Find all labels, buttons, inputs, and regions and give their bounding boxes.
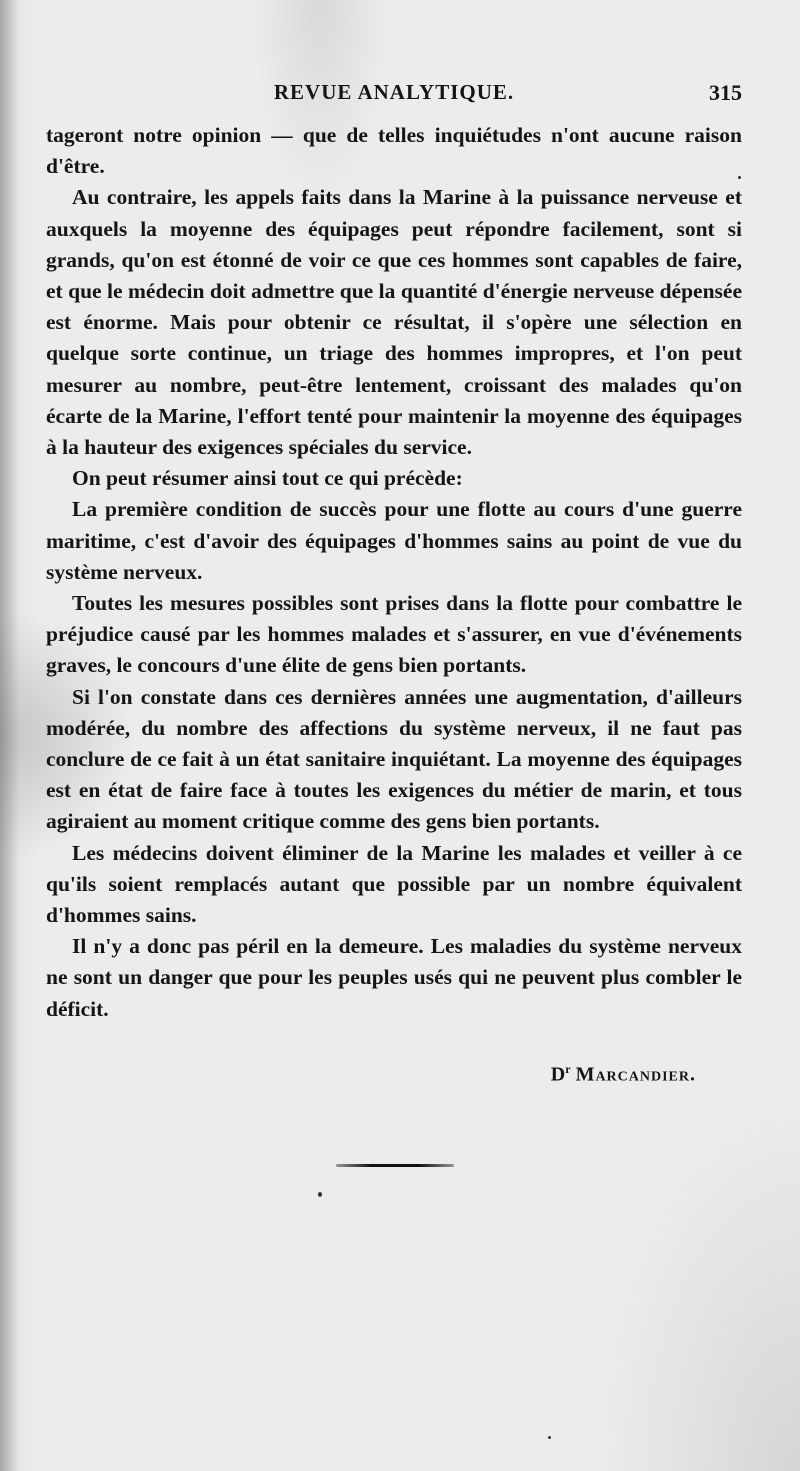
scan-speck (738, 176, 741, 179)
signature-title-superscript: r (565, 1062, 571, 1076)
scan-speck (548, 1436, 551, 1439)
paragraph: Toutes les mesures possibles sont prises dans la flotte pour combattre le préjudice causé par les hommes malades et s'assurer, en vue d'événements graves, le concours d'une élite de gens bien portants. (46, 591, 742, 678)
page-number: 315 (709, 80, 742, 105)
paragraph: tageront notre opinion — que de telles inquiétudes n'ont aucune raison d'être. (46, 123, 742, 179)
signature-title: D (550, 1063, 566, 1086)
paragraph: Les médecins doivent éliminer de la Marine les malades et veiller à ce qu'ils soient remplacés autant que possible par un nombre équivalent d'hommes sains. (46, 840, 742, 928)
paragraph: On peut résumer ainsi tout ce qui précède: (72, 466, 463, 491)
page-gutter-shadow (0, 0, 38, 1471)
author-signature (551, 1062, 696, 1087)
running-title: REVUE ANALYTIQUE. (273, 80, 515, 104)
end-rule (336, 1164, 454, 1167)
paragraph: Si l'on constate dans ces dernières années une augmentation, d'ailleurs modérée, du nombre des affections du système nerveux, il ne faut pas conclure de ce fait à un état sanitaire inquiétant. La moyenne des équipages est en état de faire face à toutes les exigences du métier de marin, et tous agiraient au moment critique comme des gens bien portants. (46, 684, 742, 834)
paragraph: La première condition de succès pour une flotte au cours d'une guerre maritime, c'est d'avoir des équipages d'hommes sains au point de vue du système nerveux. (46, 497, 742, 584)
scan-speck (318, 1192, 322, 1197)
body-text (46, 120, 742, 1025)
running-head (46, 80, 742, 108)
signature-name: Marcandier. (575, 1063, 696, 1086)
paragraph: Il n'y a donc pas péril en la demeure. Les maladies du système nerveux ne sont un danger que pour les peuples usés qui ne peuvent plus combler le déficit. (46, 934, 742, 1021)
paragraph: Au contraire, les appels faits dans la Marine à la puissance nerveuse et auxquels la moyenne des équipages peut répondre facilement, sont si grands, qu'on est étonné de voir ce que ces hommes sont capables de faire, et que le médecin doit admettre que la quantité d'énergie nerveuse dépensée est énorme. Mais pour obtenir ce résultat, il s'opère une sélection en quelque sorte continue, un triage des hommes impropres, et l'on peut mesurer au nombre, peut-être lentement, croissant des malades qu'on écarte de la Marine, l'effort tenté pour maintenir la moyenne des équipages à la hauteur des exigences spéciales du service. (46, 185, 742, 460)
